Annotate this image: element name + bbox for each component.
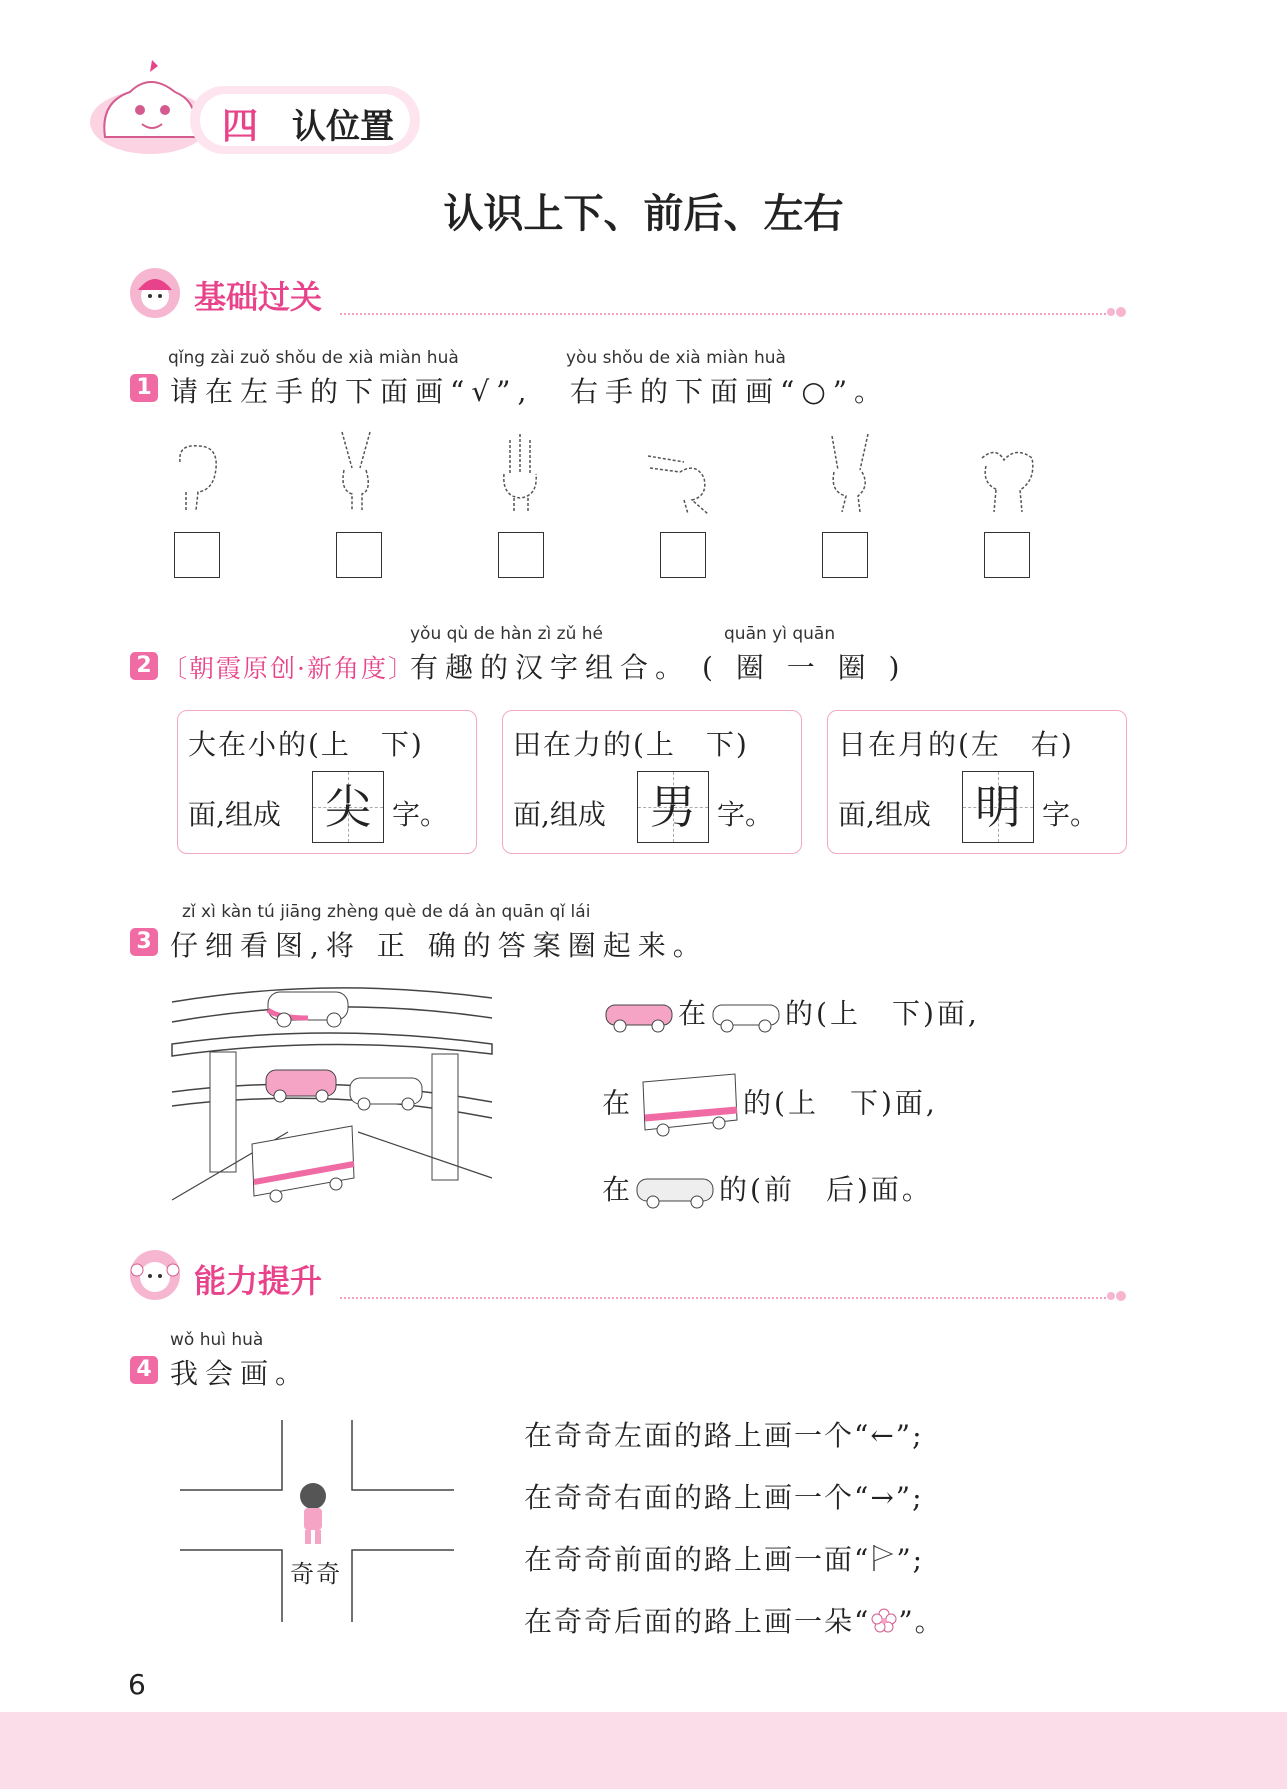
question-number-badge: 2 xyxy=(130,652,158,680)
q3-line3-b[interactable]: 的(前 后)面。 xyxy=(719,1173,933,1206)
chapter-number: 四 xyxy=(222,106,259,147)
char-card xyxy=(177,710,477,854)
q1-pinyin-a: qǐng zài zuǒ shǒu de xià miàn huà xyxy=(168,348,459,368)
pink-car-icon xyxy=(602,997,678,1035)
flag-icon xyxy=(870,1543,896,1573)
q3-line1 xyxy=(602,992,980,1035)
qiqi-label: 奇奇 xyxy=(290,1560,342,1588)
chapter-title: 认位置 xyxy=(292,107,394,147)
section-divider xyxy=(340,313,1110,315)
pink-car-top xyxy=(268,992,348,1027)
hand-three-fingers-icon xyxy=(492,430,548,514)
q1-pinyin-b: yòu shǒu de xià miàn huà xyxy=(566,348,786,368)
q3-line1-a: 在 xyxy=(678,997,710,1030)
q3-line2 xyxy=(602,1068,938,1142)
hand-victory-icon xyxy=(326,428,386,512)
car-icon xyxy=(709,997,785,1035)
card-question[interactable]: 大在小的(上 下) xyxy=(188,728,424,761)
answer-box[interactable] xyxy=(660,532,706,578)
q3-line2-a: 在 xyxy=(602,1086,634,1120)
question-number-badge: 1 xyxy=(130,374,158,402)
card-text-end: 字。 xyxy=(392,798,449,831)
q4-instruction-front xyxy=(524,1538,924,1578)
card-text-end: 字。 xyxy=(1042,798,1099,831)
q4-line4-text: 在奇奇后面的路上画一朵“ xyxy=(524,1605,871,1638)
q4-line4-end: ”。 xyxy=(898,1605,945,1638)
q4-line3-text: 在奇奇前面的路上画一面“ xyxy=(524,1543,871,1576)
char: 男 xyxy=(650,780,696,834)
q1-text-b: 右手的下面画“○”。 xyxy=(570,375,890,408)
q2-tag: 〔朝霞原创·新角度〕 xyxy=(162,654,415,683)
section-divider xyxy=(340,1297,1110,1299)
crossroad-drawing-area[interactable] xyxy=(176,1416,456,1624)
hand-pointing-icon xyxy=(644,442,724,514)
bus-icon xyxy=(633,1068,743,1142)
card-text: 面,组成 xyxy=(838,798,931,831)
question-number-badge: 4 xyxy=(130,1356,158,1384)
section-advanced-title: 能力提升 xyxy=(194,1262,323,1300)
char-grid xyxy=(637,771,709,843)
hand-rock-icon xyxy=(818,430,882,514)
card-question[interactable]: 日在月的(左 右) xyxy=(838,728,1074,761)
card-text: 面,组成 xyxy=(188,798,281,831)
q2-pinyin-a: yǒu qù de hàn zì zǔ hé xyxy=(410,624,604,644)
q2-pinyin-b: quān yì quān xyxy=(724,624,836,644)
q4-pinyin: wǒ huì huà xyxy=(170,1330,264,1350)
char-grid xyxy=(312,771,384,843)
grey-car-icon xyxy=(633,1171,719,1213)
q3-line3 xyxy=(602,1168,933,1213)
q4-instruction-back xyxy=(524,1600,945,1640)
answer-box[interactable] xyxy=(984,532,1030,578)
char-card xyxy=(827,710,1127,854)
section-basic-title: 基础过关 xyxy=(194,278,323,316)
char: 明 xyxy=(975,780,1021,834)
footer-band xyxy=(0,1712,1287,1789)
q3-pinyin: zǐ xì kàn tú jiāng zhèng què de dá àn quān qǐ lái xyxy=(182,902,591,922)
q4-text: 我会画。 xyxy=(170,1357,311,1390)
q3-line3-a: 在 xyxy=(602,1173,634,1206)
q4-instruction-left: 在奇奇左面的路上画一个“←”; xyxy=(524,1419,924,1452)
q3-line2-b[interactable]: 的(上 下)面, xyxy=(743,1086,938,1120)
q3-line1-b[interactable]: 的(上 下)面, xyxy=(785,997,980,1030)
question-number-badge: 3 xyxy=(130,928,158,956)
card-text-end: 字。 xyxy=(717,798,774,831)
divider-dots xyxy=(1106,304,1128,324)
hand-fist-icon xyxy=(168,432,228,512)
q2-text: 有趣的汉字组合。 xyxy=(410,651,691,684)
q1-text-a: 请在左手的下面画“√”, xyxy=(170,375,534,408)
q2-paren: ( 圈 一 圈 ) xyxy=(702,651,907,684)
girl-avatar-icon xyxy=(128,266,182,320)
qiqi-figure xyxy=(300,1483,326,1544)
char-card xyxy=(502,710,802,854)
card-text: 面,组成 xyxy=(513,798,606,831)
answer-box[interactable] xyxy=(174,532,220,578)
char-grid xyxy=(962,771,1034,843)
card-question[interactable]: 田在力的(上 下) xyxy=(513,728,749,761)
monkey-avatar-icon xyxy=(128,1248,182,1302)
answer-box[interactable] xyxy=(336,532,382,578)
q4-line3-end: ”; xyxy=(896,1543,925,1576)
answer-box[interactable] xyxy=(822,532,868,578)
page-number: 6 xyxy=(128,1668,146,1701)
flower-icon xyxy=(870,1607,898,1635)
char: 尖 xyxy=(325,780,371,834)
q3-text: 仔细看图,将 正 确的答案圈起来。 xyxy=(170,929,708,962)
hand-thumb-icon xyxy=(976,436,1040,514)
lesson-title: 认识上下、前后、左右 xyxy=(443,191,844,237)
overpass-illustration xyxy=(168,982,498,1210)
divider-dots xyxy=(1106,1288,1128,1308)
q4-instruction-right: 在奇奇右面的路上画一个“→”; xyxy=(524,1481,924,1514)
answer-box[interactable] xyxy=(498,532,544,578)
